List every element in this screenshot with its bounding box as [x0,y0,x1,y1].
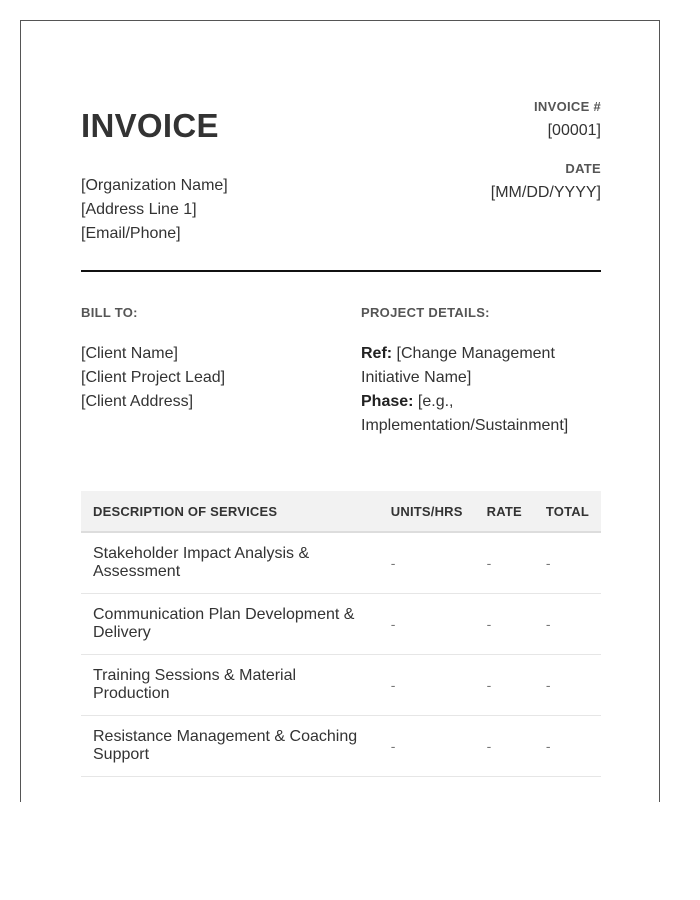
service-total: - [534,532,601,594]
service-rate: - [475,594,534,655]
client-name: [Client Name] [81,345,178,362]
invoice-number-value: [00001] [547,122,601,139]
header-description: DESCRIPTION OF SERVICES [81,491,379,532]
service-rate: - [475,716,534,777]
bill-to-lines [81,342,341,414]
organization-name: [Organization Name] [81,177,228,194]
service-description: Stakeholder Impact Analysis & Assessment [81,532,379,594]
services-table [81,491,601,777]
service-total: - [534,594,601,655]
header-units: UNITS/HRS [379,491,475,532]
invoice-number-label: INVOICE # [534,99,601,114]
service-rate: - [475,655,534,716]
service-description: Training Sessions & Material Production [81,655,379,716]
project-details-lines [361,342,601,438]
service-units: - [379,594,475,655]
header-total: TOTAL [534,491,601,532]
service-description: Resistance Management & Coaching Support [81,716,379,777]
project-ref-label: Ref: [361,345,393,362]
project-phase-value: [e.g., Implementation/Sustainment] [361,393,569,434]
invoice-title: INVOICE [81,107,219,144]
header-divider [81,270,601,272]
service-total: - [534,655,601,716]
table-row [81,594,601,655]
organization-address: [Address Line 1] [81,201,197,218]
project-ref-value: [Change Management Initiative Name] [361,345,555,386]
table-row [81,532,601,594]
services-header-row [81,491,601,532]
invoice-meta [491,99,601,206]
project-details-section [361,305,601,438]
client-project-lead: [Client Project Lead] [81,369,226,386]
service-units: - [379,655,475,716]
bill-to-label: BILL TO: [81,305,138,320]
service-total: - [534,716,601,777]
service-description: Communication Plan Development & Delivery [81,594,379,655]
service-units: - [379,532,475,594]
project-phase [361,390,601,438]
organization-block [81,174,228,246]
table-row [81,716,601,777]
organization-contact: [Email/Phone] [81,225,181,242]
table-row [81,655,601,716]
invoice-date-value: [MM/DD/YYYY] [490,184,601,201]
project-details-label: PROJECT DETAILS: [361,305,490,320]
service-units: - [379,716,475,777]
project-phase-label: Phase: [361,393,414,410]
invoice-page [20,20,660,802]
invoice-date-label: DATE [565,161,601,176]
client-address: [Client Address] [81,393,194,410]
header-rate: RATE [475,491,534,532]
service-rate: - [475,532,534,594]
bill-to-section [81,305,341,414]
project-ref [361,342,601,390]
